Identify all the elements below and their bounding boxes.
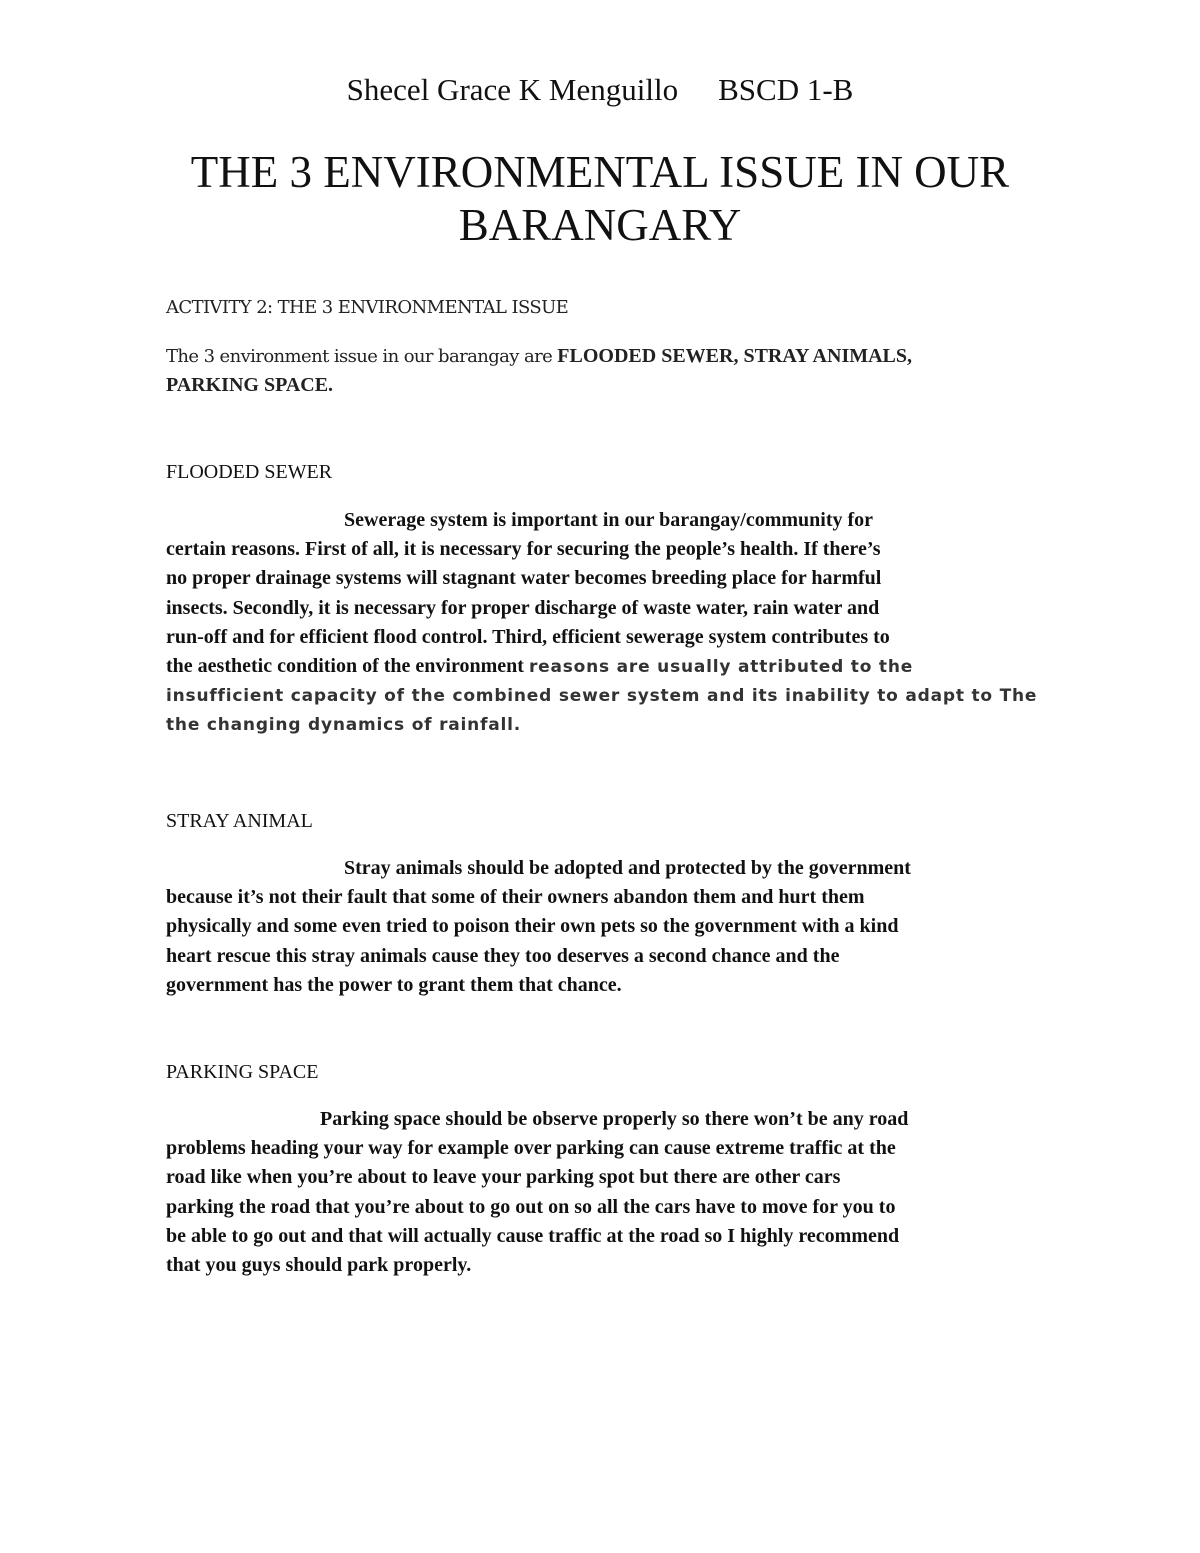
activity-heading: ACTIVITY 2: THE 3 ENVIRONMENTAL ISSUE bbox=[166, 297, 569, 318]
paragraph-line: Stray animals should be adopted and protected by the government bbox=[344, 857, 911, 879]
paragraph-line: that you guys should park properly. bbox=[166, 1254, 472, 1277]
paragraph-line: insufficient capacity of the combined sewer system and its inability to adapt to The bbox=[166, 686, 1038, 707]
parking-space-paragraph bbox=[166, 1105, 1046, 1280]
stray-animal-paragraph bbox=[166, 854, 1046, 1000]
paragraph-line: government has the power to grant them that chance. bbox=[166, 973, 622, 996]
paragraph-line bbox=[166, 652, 1046, 682]
paragraph-line: no proper drainage systems will stagnant water becomes breeding place for harmful bbox=[166, 567, 882, 590]
paragraph-line: certain reasons. First of all, it is necessary for securing the people’s health. If there’s bbox=[166, 538, 881, 561]
intro-issues: FLOODED SEWER, STRAY ANIMALS, bbox=[557, 345, 913, 367]
section-heading-stray-animal: STRAY ANIMAL bbox=[166, 810, 313, 832]
paragraph-line: the changing dynamics of rainfall. bbox=[166, 715, 522, 736]
paragraph-line: parking the road that you’re about to go out on so all the cars have to move for you to bbox=[166, 1195, 896, 1218]
paragraph-line: be able to go out and that will actually cause traffic at the road so I highly recommend bbox=[166, 1224, 900, 1247]
paragraph-line: Sewerage system is important in our barangay/community for bbox=[344, 509, 874, 531]
paragraph-line: heart rescue this stray animals cause they too deserves a second chance and the bbox=[166, 944, 840, 967]
paragraph-line: because it’s not their fault that some of their owners abandon them and hurt them bbox=[166, 886, 865, 909]
section-heading-parking-space: PARKING SPACE bbox=[166, 1061, 319, 1083]
document-title bbox=[120, 146, 1080, 252]
paragraph-text: reasons are usually attributed to the bbox=[528, 657, 914, 678]
class-section: BSCD 1-B bbox=[718, 72, 854, 107]
title-line: THE 3 ENVIRONMENTAL ISSUE IN OUR bbox=[190, 147, 1010, 197]
paragraph-text: the aesthetic condition of the environment bbox=[166, 655, 529, 678]
section-heading-flooded-sewer: FLOODED SEWER bbox=[166, 461, 333, 483]
title-line: BARANGARY bbox=[458, 200, 742, 250]
author-header bbox=[0, 72, 1200, 108]
paragraph-line: problems heading your way for example over parking can cause extreme traffic at the bbox=[166, 1137, 896, 1160]
paragraph-line: road like when you’re about to leave your parking spot but there are other cars bbox=[166, 1166, 841, 1189]
intro-lead: The 3 environment issue in our barangay are bbox=[166, 346, 558, 367]
intro-issues: PARKING SPACE. bbox=[166, 374, 334, 396]
paragraph-line: insects. Secondly, it is necessary for proper discharge of waste water, rain water and bbox=[166, 596, 880, 619]
paragraph-line: physically and some even tried to poison their own pets so the government with a kind bbox=[166, 915, 899, 938]
author-name: Shecel Grace K Menguillo bbox=[346, 72, 679, 107]
intro-paragraph bbox=[166, 342, 1046, 400]
flooded-sewer-paragraph bbox=[166, 506, 1046, 741]
paragraph-line: run-off and for efficient flood control. Third, efficient sewerage system contributes to bbox=[166, 625, 890, 648]
paragraph-line: Parking space should be observe properly so there won’t be any road bbox=[320, 1108, 909, 1130]
